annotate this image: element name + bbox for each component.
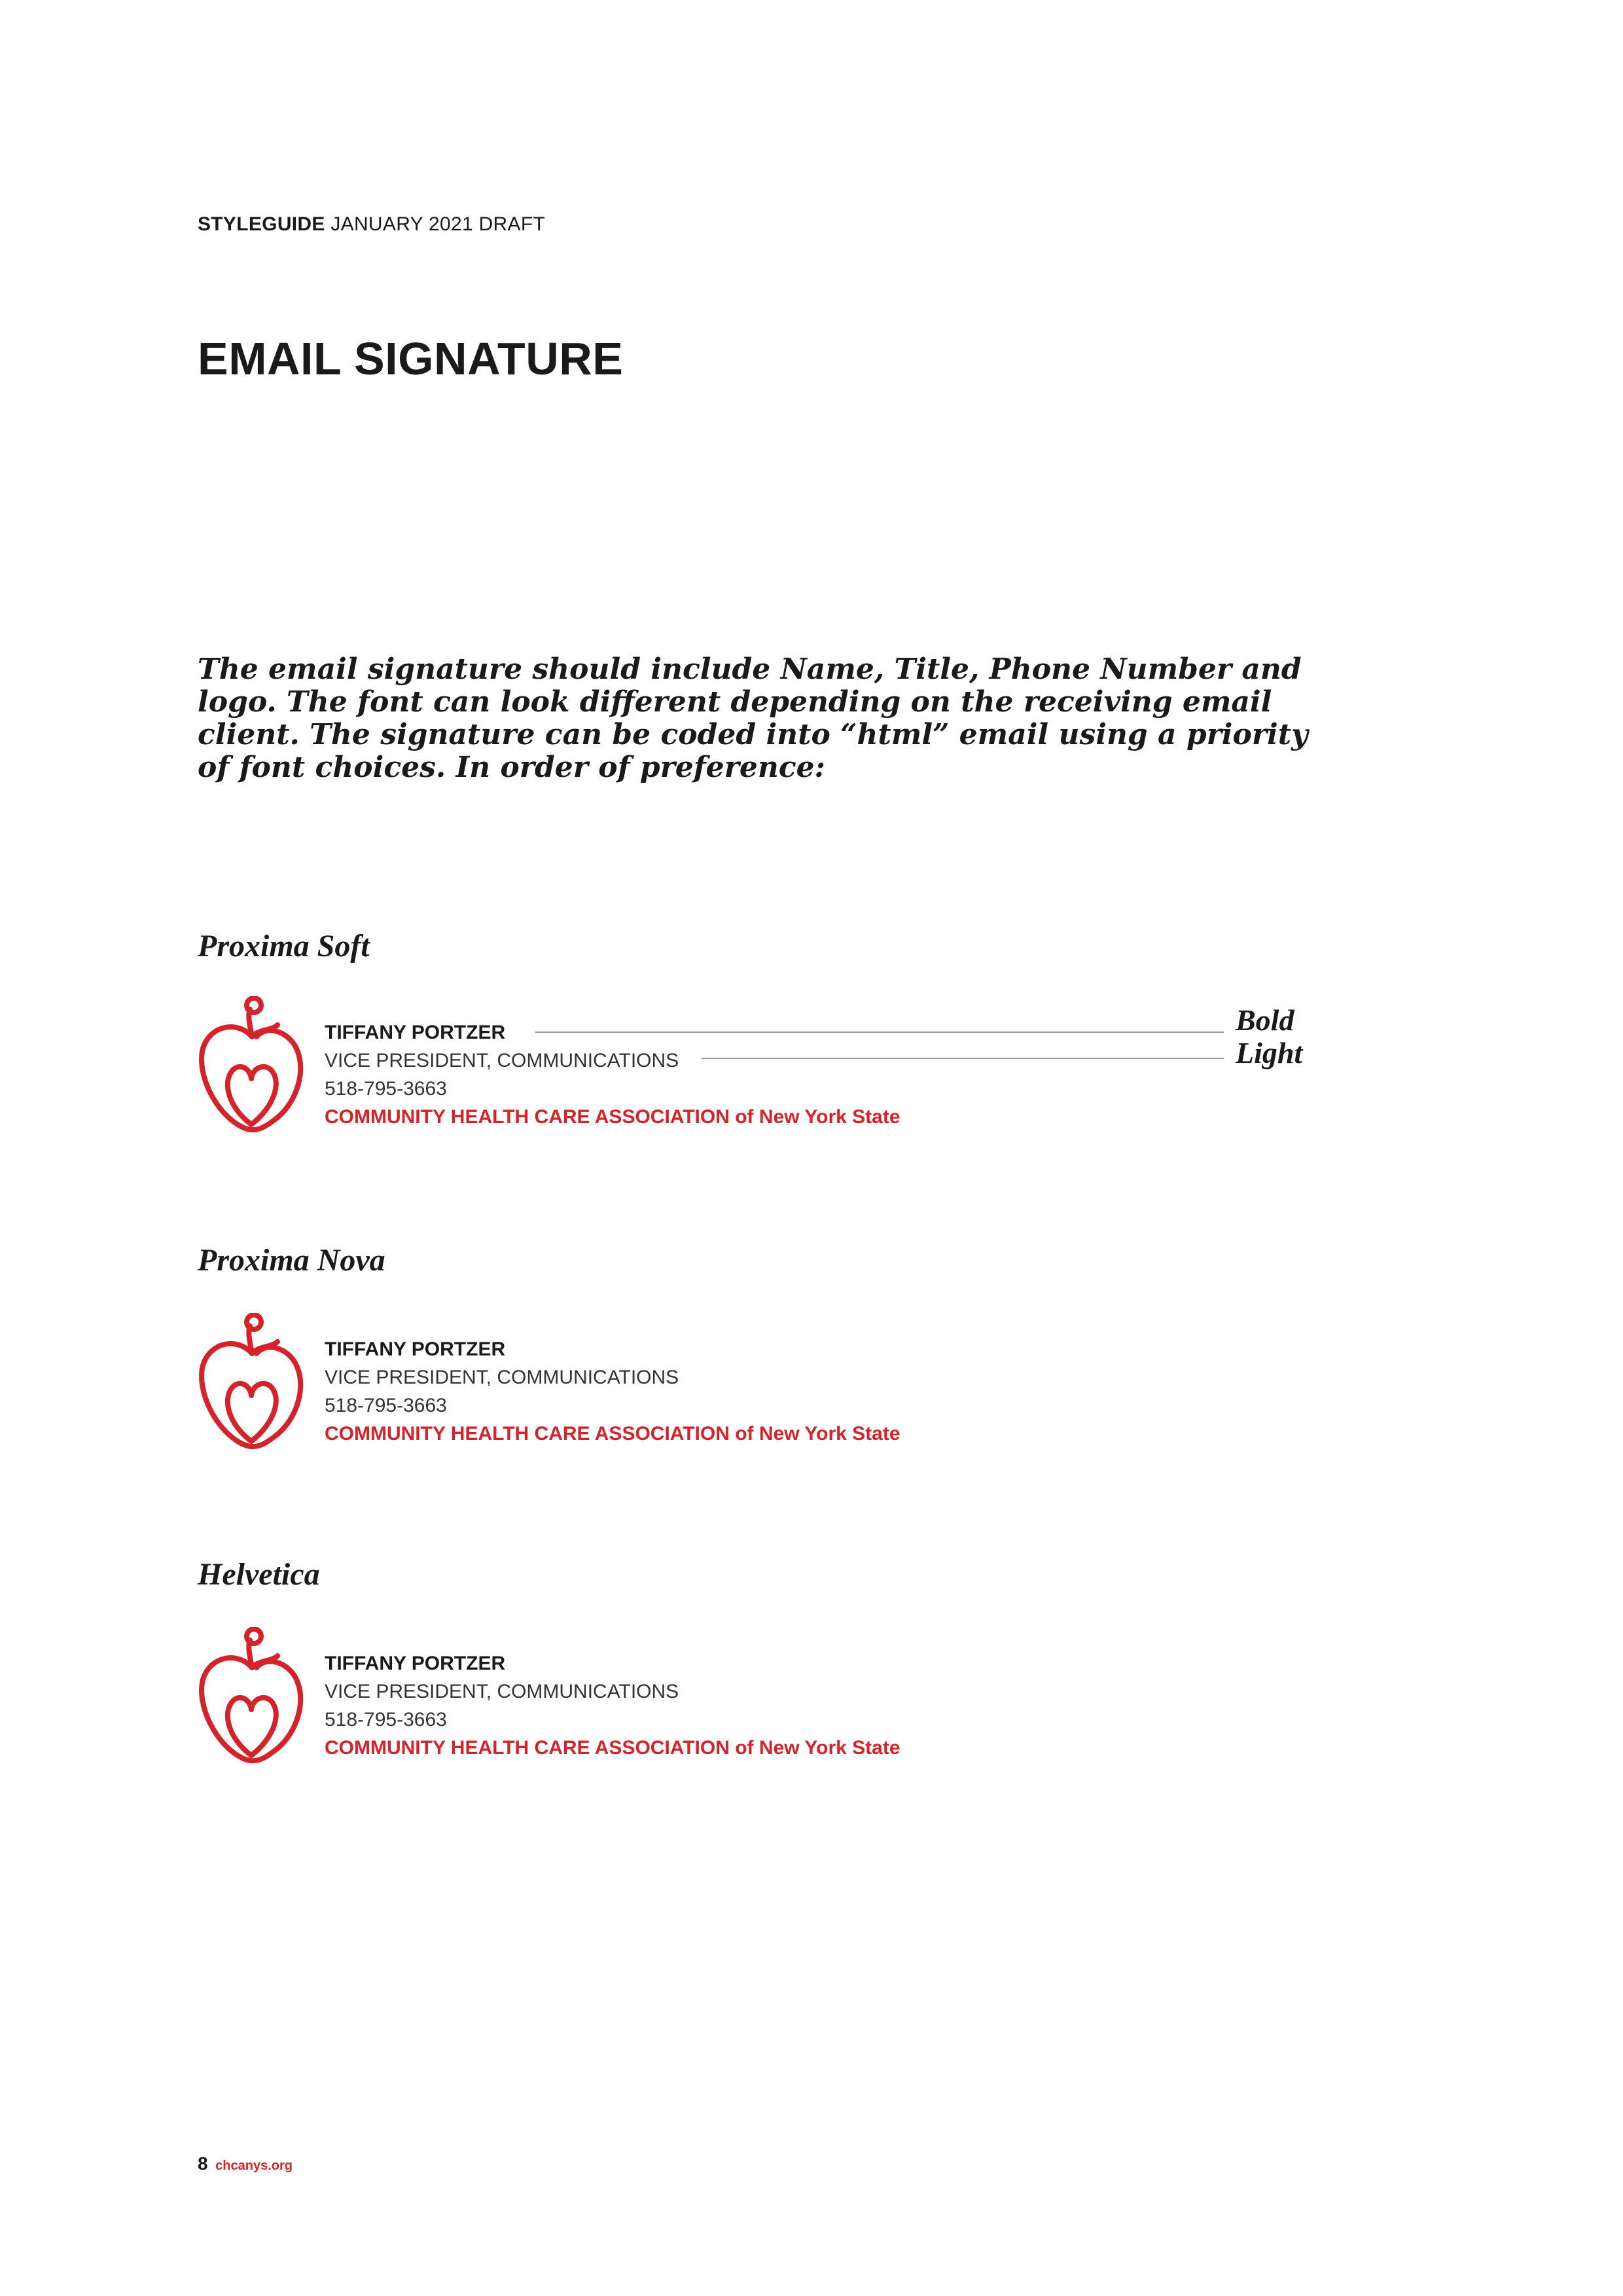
page-title: EMAIL SIGNATURE xyxy=(198,333,624,384)
apple-heart-logo-icon xyxy=(196,996,308,1134)
page-number: 8 xyxy=(198,2153,208,2174)
signature-organization: COMMUNITY HEALTH CARE ASSOCIATION of New York State xyxy=(325,1423,901,1444)
font-label-proxima-nova: Proxima Nova xyxy=(198,1243,385,1278)
signature-title: VICE PRESIDENT, COMMUNICATIONS xyxy=(325,1050,679,1071)
signature-name: TIFFANY PORTZER xyxy=(325,1022,506,1043)
footer-url[interactable]: chcanys.org xyxy=(215,2159,293,2173)
header-brand: STYLEGUIDE xyxy=(198,213,325,235)
signature-phone: 518-795-3663 xyxy=(325,1709,447,1731)
weight-label-bold: Bold xyxy=(1236,1003,1294,1037)
signature-phone: 518-795-3663 xyxy=(325,1078,447,1100)
apple-heart-logo-icon xyxy=(196,1627,308,1765)
weight-label-light: Light xyxy=(1236,1036,1303,1069)
apple-heart-logo-icon xyxy=(196,1313,308,1450)
page-footer xyxy=(198,2153,293,2174)
signature-organization: COMMUNITY HEALTH CARE ASSOCIATION of New York State xyxy=(325,1737,901,1759)
signature-name: TIFFANY PORTZER xyxy=(325,1338,506,1360)
font-label-proxima-soft: Proxima Soft xyxy=(198,929,370,963)
intro-paragraph: The email signature should include Name, Title, Phone Number and logo. The font can look different depending on the receiving email client. The signature can be coded into “html” email using a priority of font choices. In order of preference: xyxy=(198,653,1308,784)
signature-name: TIFFANY PORTZER xyxy=(325,1653,506,1674)
bold-leader-line xyxy=(535,1031,1224,1033)
page-header xyxy=(198,213,545,236)
header-edition: JANUARY 2021 DRAFT xyxy=(330,213,546,235)
font-label-helvetica: Helvetica xyxy=(198,1557,320,1592)
signature-title: VICE PRESIDENT, COMMUNICATIONS xyxy=(325,1681,679,1702)
signature-title: VICE PRESIDENT, COMMUNICATIONS xyxy=(325,1367,679,1388)
signature-phone: 518-795-3663 xyxy=(325,1395,447,1416)
signature-organization: COMMUNITY HEALTH CARE ASSOCIATION of New York State xyxy=(325,1106,901,1128)
light-leader-line xyxy=(702,1058,1224,1059)
